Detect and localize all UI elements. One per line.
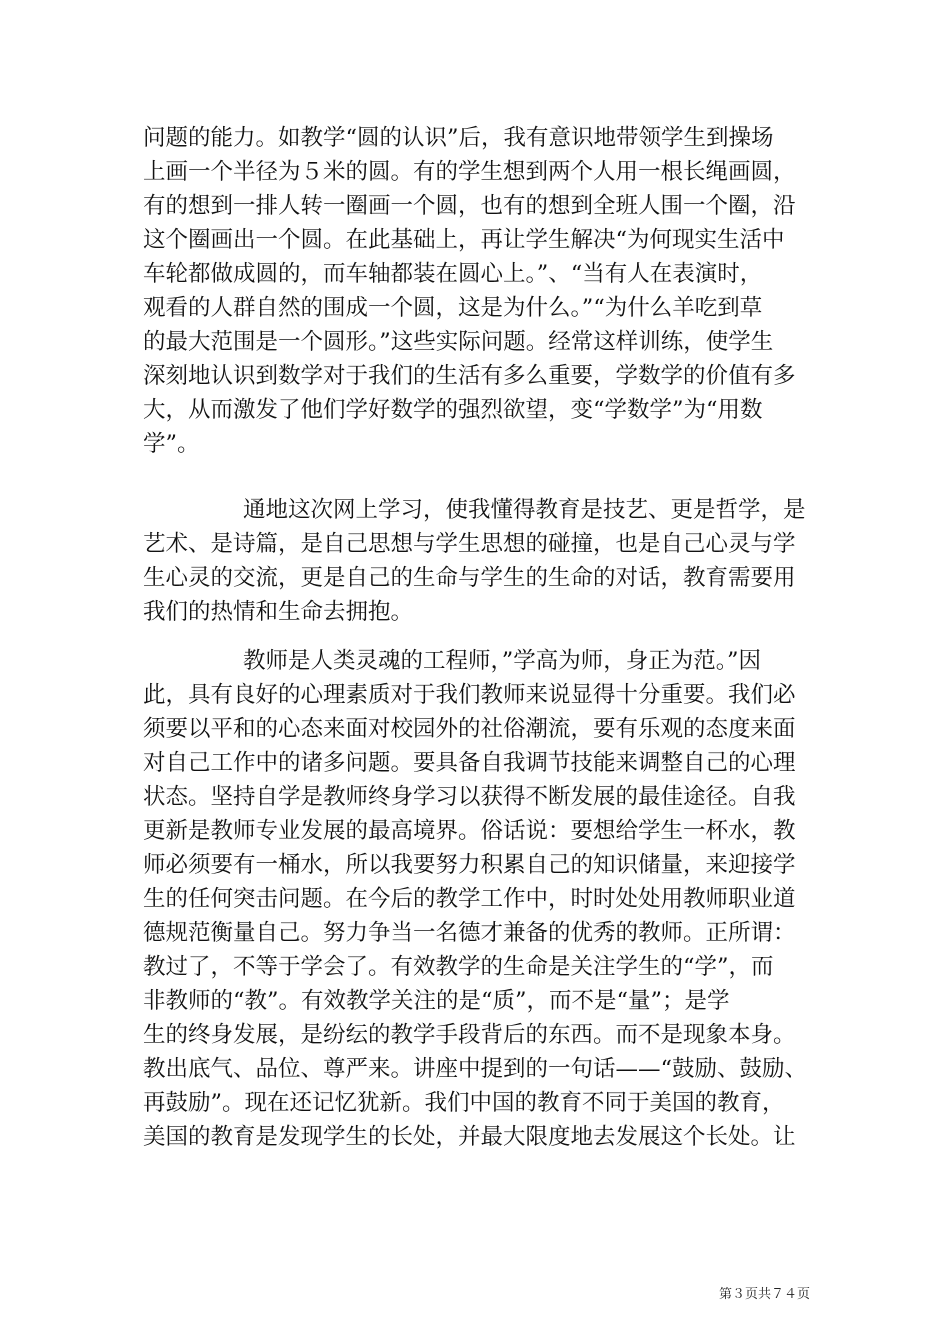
text-line: 大，从而激发了他们学好数学的强烈欲望，变“学数学”为“用数 — [143, 397, 763, 423]
text-line: 德规范衡量自己。努力争当一名德才兼备的优秀的教师。正所谓： — [143, 920, 796, 946]
text-line: 教过了，不等于学会了。有效教学的生命是关注学生的“学”，而 — [143, 954, 774, 980]
text-line: 师必须要有一桶水，所以我要努力积累自己的知识储量，来迎接学 — [143, 852, 796, 878]
text-line: 的最大范围是一个圆形。”这些实际问题。经常这样训练，使学生 — [143, 329, 774, 355]
text-line: 观看的人群自然的围成一个圆，这是为什么。”“为什么羊吃到草 — [143, 295, 763, 321]
text-line: 美国的教育是发现学生的长处，并最大限度地去发展这个长处。让 — [143, 1124, 796, 1150]
text-line: 生心灵的交流，更是自己的生命与学生的生命的对话，教育需要用 — [143, 565, 796, 591]
text-line: 再鼓励”。现在还记忆犹新。我们中国的教育不同于美国的教育， — [143, 1090, 785, 1116]
text-line: 状态。坚持自学是教师终身学习以获得不断发展的最佳途径。自我 — [143, 784, 796, 810]
text-line: 这个圈画出一个圆。在此基础上，再让学生解决“为何现实生活中 — [143, 227, 785, 253]
paragraph-start-line: 通地这次网上学习，使我懂得教育是技艺、更是哲学，是 — [243, 497, 806, 523]
text-line: 问题的能力。如教学“圆的认识”后，我有意识地带领学生到操场 — [143, 125, 774, 151]
text-line: 我们的热情和生命去拥抱。 — [143, 599, 414, 625]
paragraph-start-line: 教师是人类灵魂的工程师，”学高为师，身正为范。”因 — [243, 648, 762, 674]
text-line: 学”。 — [143, 431, 200, 457]
text-line: 此，具有良好的心理素质对于我们教师来说显得十分重要。我们必 — [143, 682, 796, 708]
text-line: 对自己工作中的诸多问题。要具备自我调节技能来调整自己的心理 — [143, 750, 796, 776]
text-line: 上画一个半径为５米的圆。有的学生想到两个人用一根长绳画圆， — [143, 159, 796, 185]
text-line: 有的想到一排人转一圈画一个圆，也有的想到全班人围一个圈，沿 — [143, 193, 796, 219]
page-number: 第３页共７４页 — [718, 1287, 810, 1302]
text-line: 艺术、是诗篇，是自己思想与学生思想的碰撞，也是自己心灵与学 — [143, 531, 796, 557]
text-line: 生的终身发展，是纷纭的教学手段背后的东西。而不是现象本身。 — [143, 1022, 796, 1048]
text-line: 生的任何突击问题。在今后的教学工作中，时时处处用教师职业道 — [143, 886, 796, 912]
text-line: 教出底气、品位、尊严来。讲座中提到的一句话——“鼓励、鼓励、 — [143, 1056, 808, 1082]
text-line: 须要以平和的心态来面对校园外的社俗潮流，要有乐观的态度来面 — [143, 716, 796, 742]
text-line: 非教师的“教”。有效教学关注的是“质”，而不是“量”；是学 — [143, 988, 730, 1014]
text-line: 车轮都做成圆的，而车轴都装在圆心上。”、“当有人在表演时， — [143, 261, 763, 287]
text-line: 深刻地认识到数学对于我们的生活有多么重要，学数学的价值有多 — [143, 363, 796, 389]
text-line: 更新是教师专业发展的最高境界。俗话说：要想给学生一杯水，教 — [143, 818, 796, 844]
